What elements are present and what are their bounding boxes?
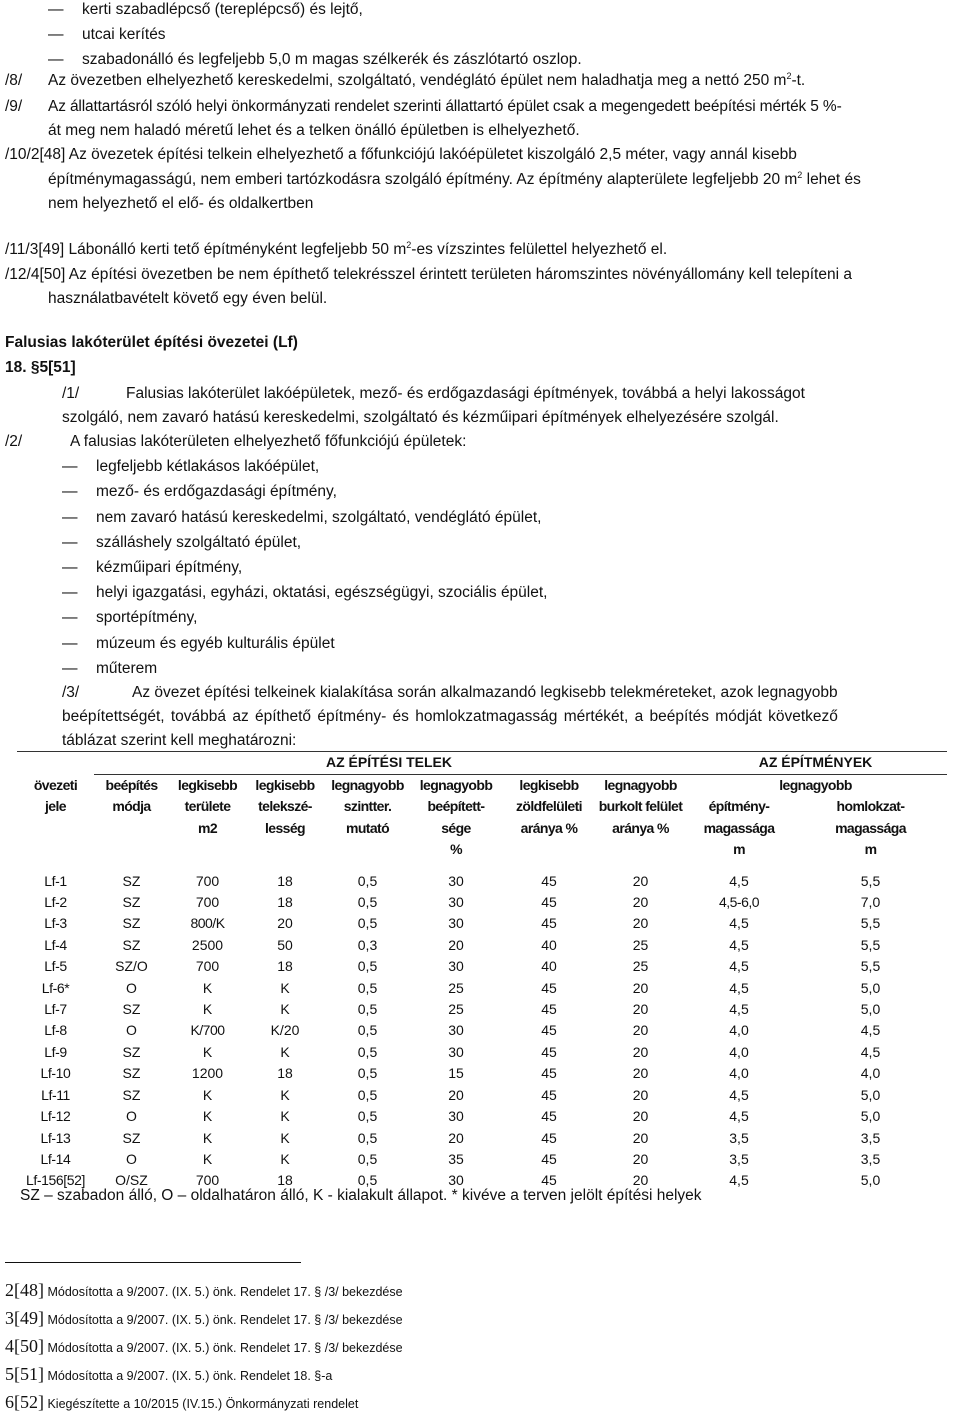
table-cell: 5,0 <box>860 1108 881 1125</box>
table-body <box>17 861 947 1192</box>
table-cell: 1200 <box>191 1065 224 1082</box>
column-header: legkisebb területe m2 <box>177 777 238 836</box>
column-header: legkisebb zöldfelületi aránya % <box>516 777 582 836</box>
group-header-buildings: AZ ÉPÍTMÉNYEK <box>684 752 947 775</box>
paragraph-s3-line: beépítettségét, továbbá az építhető építmény- és homlokzatmagasság mértékét, a beépítés módját következő <box>62 708 838 725</box>
table-cell: 30 <box>448 958 464 975</box>
table-cell: 50 <box>277 936 293 953</box>
table-cell: 40 <box>541 936 557 953</box>
table-cell: 20 <box>632 1086 649 1103</box>
list-item: — műterem <box>96 659 157 679</box>
table-cell: 3,5 <box>729 1150 749 1167</box>
table-cell: 0,5 <box>357 1129 378 1146</box>
table-cell: SZ <box>122 894 141 911</box>
footnote: 5[51] Módosította a 9/2007. (IX. 5.) önk. Rendelet 18. §-a <box>5 1364 333 1384</box>
paragraph-9-line: Az állattartásról szóló helyi önkormányzati rendelet szerinti állattartó épület csak a megengedett beépítési mérték 5 %- <box>48 98 842 115</box>
table-cell: 4,5 <box>729 979 749 996</box>
dash-item: — kerti szabadlépcső (tereplépcső) és lejtő, <box>82 0 363 20</box>
table-cell: K/700 <box>190 1022 225 1039</box>
table-cell: 25 <box>632 936 649 953</box>
footnote: 3[49] Módosította a 9/2007. (IX. 5.) önk. Rendelet 17. § /3/ bekezdése <box>5 1308 403 1328</box>
footnote: 4[50] Módosította a 9/2007. (IX. 5.) önk. Rendelet 17. § /3/ bekezdése <box>5 1336 403 1356</box>
table-cell: 0,5 <box>357 1022 378 1039</box>
table-cell: 700 <box>195 1172 220 1189</box>
list-item: — múzeum és egyéb kulturális épület <box>96 634 335 654</box>
group-header-lot: AZ ÉPÍTÉSI TELEK <box>94 752 684 775</box>
table-cell: 4,5-6,0 <box>718 894 760 911</box>
paragraph-9-line: át meg nem haladó méretű lehet és a telken önálló épületben is elhelyezhető. <box>48 122 580 139</box>
table-cell: Lf-7 <box>44 1001 67 1018</box>
table-cell: 3,5 <box>729 1129 749 1146</box>
table-cell: Lf-2 <box>44 894 67 911</box>
table-row <box>17 1020 947 1041</box>
table-cell: Lf-11 <box>41 1086 70 1103</box>
table-cell: 20 <box>632 872 649 889</box>
table-cell: O/SZ <box>115 1172 148 1189</box>
list-item: — nem zavaró hatású kereskedelmi, szolgáltató, vendéglátó épület, <box>96 508 541 528</box>
footnote: 6[52] Kiegészítette a 10/2015 (IV.15.) Önkormányzati rendelet <box>5 1392 359 1412</box>
table-cell: K <box>202 1108 213 1125</box>
table-cell: 5,5 <box>860 936 881 953</box>
table-cell: K <box>202 1086 213 1103</box>
paragraph-12-line: használatbavételt követő egy éven belül. <box>48 290 328 307</box>
table-cell: K <box>280 979 290 996</box>
table-cell: 4,5 <box>860 1043 881 1060</box>
table-cell: 3,5 <box>860 1150 881 1167</box>
table-cell: Lf-13 <box>40 1129 71 1146</box>
table-cell: SZ <box>122 1001 141 1018</box>
table-cell: 0,3 <box>357 936 378 953</box>
table-row <box>17 978 947 999</box>
table-cell: SZ <box>122 1043 141 1060</box>
table-cell: 0,5 <box>357 958 378 975</box>
table-cell: K <box>202 1001 213 1018</box>
table-cell: 4,0 <box>729 1065 749 1082</box>
dash-item: — utcai kerítés <box>82 25 166 45</box>
table-cell: 18 <box>277 958 293 975</box>
table-cell: 30 <box>448 1108 464 1125</box>
paragraph-s3-line: táblázat szerint kell meghatározni: <box>62 732 297 749</box>
column-header: beépítés módja <box>105 777 158 815</box>
table-cell: 5,0 <box>860 1001 881 1018</box>
paragraph-num: /8/ <box>5 72 23 89</box>
table-cell: K <box>280 1108 290 1125</box>
footnote-separator <box>5 1262 301 1263</box>
column-header: legkisebb telekszé- lesség <box>255 777 315 836</box>
paragraph-s3-line: Az övezet építési telkeinek kialakítása során alkalmazandó legkisebb telekméreteket, azok legnagyobb <box>132 684 838 701</box>
table-cell: K <box>280 1129 290 1146</box>
table-cell: 45 <box>541 872 557 889</box>
paragraph-num: /2/ <box>5 433 23 450</box>
table-cell: 45 <box>541 1129 557 1146</box>
paragraph-s1-line: Falusias lakóterület lakóépületek, mező- és erdőgazdasági építmények, továbbá a helyi lakosságot <box>126 385 805 402</box>
paragraph-num: /9/ <box>5 98 23 115</box>
table-cell: Lf-12 <box>40 1108 71 1125</box>
table-cell: 0,5 <box>357 872 378 889</box>
table-cell: 18 <box>277 872 293 889</box>
column-header: legnagyobb burkolt felület aránya % <box>598 777 683 836</box>
column-header: homlokzat- magassága m <box>835 798 906 858</box>
section-heading: Falusias lakóterület építési övezetei (Lf) <box>5 334 298 351</box>
table-cell: 30 <box>448 1043 464 1060</box>
table-cell: 45 <box>541 1022 557 1039</box>
table-cell: 20 <box>632 1022 649 1039</box>
paragraph-8: Az övezetben elhelyezhető kereskedelmi, szolgáltató, vendéglátó épület nem haladhatja meg a nettó 250 $m^2-t$. <box>48 70 806 89</box>
paragraph-10-line: építménymagasságú, nem emberi tartózkodásra szolgáló építmény. Az építmény alapterülete legfeljebb 20 $m^2$ lehet és <box>48 169 861 188</box>
table-cell: 35 <box>448 1150 464 1167</box>
table-cell: 4,5 <box>729 1001 749 1018</box>
paragraph-num: /3/ <box>62 684 80 701</box>
table-row <box>17 1128 947 1149</box>
table-cell: K <box>280 1001 290 1018</box>
column-header: övezeti jele <box>33 776 78 814</box>
table-cell: Lf-1 <box>44 872 67 889</box>
table-cell: 0,5 <box>357 1086 378 1103</box>
table-cell: O <box>126 1108 137 1125</box>
table-cell: 0,5 <box>357 1043 378 1060</box>
table-row <box>17 999 947 1020</box>
table-cell: 0,5 <box>357 1172 378 1189</box>
table-cell: 0,5 <box>357 915 378 932</box>
paragraph-11: /11/3[49] Lábonálló kerti tető építményként legfeljebb 50 $m^2-es$ vízszintes felülettel helyezhető el. <box>5 239 668 258</box>
table-cell: 5,5 <box>860 958 881 975</box>
table-cell: O <box>126 1150 137 1167</box>
table-cell: 7,0 <box>860 894 881 911</box>
column-header: legnagyobb szintter. mutató <box>331 777 404 836</box>
table-cell: 5,0 <box>860 979 881 996</box>
table-cell: 20 <box>448 936 464 953</box>
table-cell: O <box>126 979 137 996</box>
table-cell: 45 <box>541 1043 557 1060</box>
table-cell: 20 <box>632 915 649 932</box>
table-cell: 0,5 <box>357 1065 378 1082</box>
table-row <box>17 892 947 913</box>
table-cell: 4,5 <box>729 872 749 889</box>
table-cell: 45 <box>541 1108 557 1125</box>
table-cell: 2500 <box>191 936 224 953</box>
table-row <box>17 1085 947 1106</box>
zoning-table <box>17 752 947 1192</box>
table-cell: 4,5 <box>729 936 749 953</box>
table-cell: 30 <box>448 1022 464 1039</box>
table-cell: SZ/O <box>115 958 148 975</box>
table-cell: 4,5 <box>729 958 749 975</box>
paragraph-s1-line: szolgáló, nem zavaró hatású kereskedelmi, szolgáltató és kézműipari építmények elhelyezésére szolgál. <box>62 409 779 426</box>
list-item: — szálláshely szolgáltató épület, <box>96 533 301 553</box>
table-cell: K <box>202 1150 213 1167</box>
list-item: — mező- és erdőgazdasági építmény, <box>96 482 337 502</box>
table-cell: 20 <box>448 1086 464 1103</box>
table-cell: 20 <box>632 894 649 911</box>
table-cell: 4,5 <box>729 915 749 932</box>
table-cell: 30 <box>448 1172 464 1189</box>
list-item: — kézműipari építmény, <box>96 558 242 578</box>
table-cell: 0,5 <box>357 1108 378 1125</box>
table-cell: 20 <box>632 1150 649 1167</box>
table-cell: 4,5 <box>729 1108 749 1125</box>
table-row <box>17 861 947 892</box>
table-cell: K/20 <box>270 1022 300 1039</box>
table-cell: K <box>280 1150 290 1167</box>
table-cell: SZ <box>122 1086 141 1103</box>
table-cell: 5,0 <box>860 1172 881 1189</box>
table-row <box>17 913 947 934</box>
table-cell: 20 <box>632 1172 649 1189</box>
table-cell: 30 <box>448 894 464 911</box>
table-cell: 45 <box>541 1001 557 1018</box>
table-row <box>17 1149 947 1170</box>
table-cell: Lf-8 <box>44 1022 67 1039</box>
table-cell: 4,0 <box>729 1022 749 1039</box>
table-cell: K <box>202 1043 213 1060</box>
section-number: 18. §5[51] <box>5 359 76 376</box>
table-legend: SZ – szabadon álló, O – oldalhatáron álló, K - kialakult állapot. * kivéve a terven jelölt építési helyek <box>20 1187 702 1204</box>
table-row <box>17 1106 947 1127</box>
table-cell: 20 <box>632 1129 649 1146</box>
table-cell: 700 <box>195 872 220 889</box>
table-cell: 18 <box>277 1172 293 1189</box>
table-cell: 45 <box>541 915 557 932</box>
table-cell: K <box>280 1043 290 1060</box>
table-cell: K <box>280 1086 290 1103</box>
table-cell: 18 <box>277 1065 293 1082</box>
table-cell: Lf-156[52] <box>25 1172 86 1189</box>
list-item: — helyi igazgatási, egyházi, oktatási, egészségügyi, szociális épület, <box>96 583 547 603</box>
table-cell: 20 <box>632 979 649 996</box>
table-cell: 4,0 <box>860 1065 881 1082</box>
paragraph-10-line: nem helyezhető el elő- és oldalkertben <box>48 195 314 212</box>
table-cell: 25 <box>448 979 464 996</box>
column-header: építmény- magassága m <box>703 798 775 858</box>
dash-item: — szabadonálló és legfeljebb 5,0 m magas szélkerék és zászlótartó oszlop. <box>82 50 582 70</box>
table-cell: 45 <box>541 1172 557 1189</box>
paragraph-10-line: /10/2[48] Az övezetek építési telkein elhelyezhető a főfunkciójú lakóépületet kiszolgáló 2,5 méter, vagy annál kisebb <box>5 146 797 163</box>
table-cell: K <box>202 979 213 996</box>
table-row <box>17 956 947 977</box>
table-cell: 45 <box>541 1065 557 1082</box>
table-cell: 45 <box>541 1150 557 1167</box>
table-cell: 20 <box>632 1065 649 1082</box>
paragraph-s2: A falusias lakóterületen elhelyezhető főfunkciójú épületek: <box>70 433 467 450</box>
table-row <box>17 1063 947 1084</box>
table-cell: 4,5 <box>729 1172 749 1189</box>
table-cell: 700 <box>195 894 220 911</box>
table-cell: 0,5 <box>357 894 378 911</box>
table-cell: 20 <box>448 1129 464 1146</box>
table-cell: 25 <box>632 958 649 975</box>
table-cell: SZ <box>122 1129 141 1146</box>
table-cell: 0,5 <box>357 979 378 996</box>
table-cell: 45 <box>541 1086 557 1103</box>
table-row <box>17 935 947 956</box>
table-cell: SZ <box>122 872 141 889</box>
table-cell: 3,5 <box>860 1129 881 1146</box>
table-cell: 30 <box>448 872 464 889</box>
table-cell: 45 <box>541 894 557 911</box>
table-row <box>17 1042 947 1063</box>
paragraph-12-line: /12/4[50] Az építési övezetben be nem építhető telekrésszel érintett területen háromszintes növényállomány kell telepíteni a <box>5 266 852 283</box>
table-cell: 20 <box>632 1043 649 1060</box>
table-cell: 4,5 <box>860 1022 881 1039</box>
table-cell: 20 <box>277 915 293 932</box>
table-cell: Lf-4 <box>44 936 67 953</box>
list-item: — legfeljebb kétlakásos lakóépület, <box>96 457 319 477</box>
list-item: — sportépítmény, <box>96 608 197 628</box>
table-cell: 40 <box>541 958 557 975</box>
table-cell: 18 <box>277 894 293 911</box>
table-cell: SZ <box>122 1065 141 1082</box>
table-cell: 5,0 <box>860 1086 881 1103</box>
table-cell: 5,5 <box>860 872 881 889</box>
table-cell: Lf-5 <box>44 958 67 975</box>
table-cell: 4,5 <box>729 1086 749 1103</box>
table-cell: Lf-14 <box>40 1150 71 1167</box>
table-cell: 4,0 <box>729 1043 749 1060</box>
footnote: 2[48] Módosította a 9/2007. (IX. 5.) önk. Rendelet 17. § /3/ bekezdése <box>5 1280 403 1300</box>
table-cell: 800/K <box>190 915 225 932</box>
table-cell: O <box>126 1022 137 1039</box>
table-cell: 20 <box>632 1108 649 1125</box>
table-cell: 0,5 <box>357 1001 378 1018</box>
table-cell: Lf-9 <box>44 1043 67 1060</box>
table-cell: 45 <box>541 979 557 996</box>
table-cell: SZ <box>122 936 141 953</box>
table-cell: SZ <box>122 915 141 932</box>
table-cell: 20 <box>632 1001 649 1018</box>
paragraph-num: /1/ <box>62 385 80 402</box>
column-header: legnagyobb beépített- sége % <box>419 777 493 858</box>
table-cell: 700 <box>195 958 220 975</box>
table-cell: 0,5 <box>357 1150 378 1167</box>
table-cell: 5,5 <box>860 915 881 932</box>
buildings-subheader: legnagyobb <box>779 777 852 793</box>
table-cell: 30 <box>448 915 464 932</box>
table-cell: Lf-6* <box>41 979 70 996</box>
table-cell: 25 <box>448 1001 464 1018</box>
table-cell: Lf-10 <box>40 1065 71 1082</box>
table-cell: 15 <box>448 1065 464 1082</box>
table-cell: K <box>202 1129 213 1146</box>
table-cell: Lf-3 <box>44 915 67 932</box>
